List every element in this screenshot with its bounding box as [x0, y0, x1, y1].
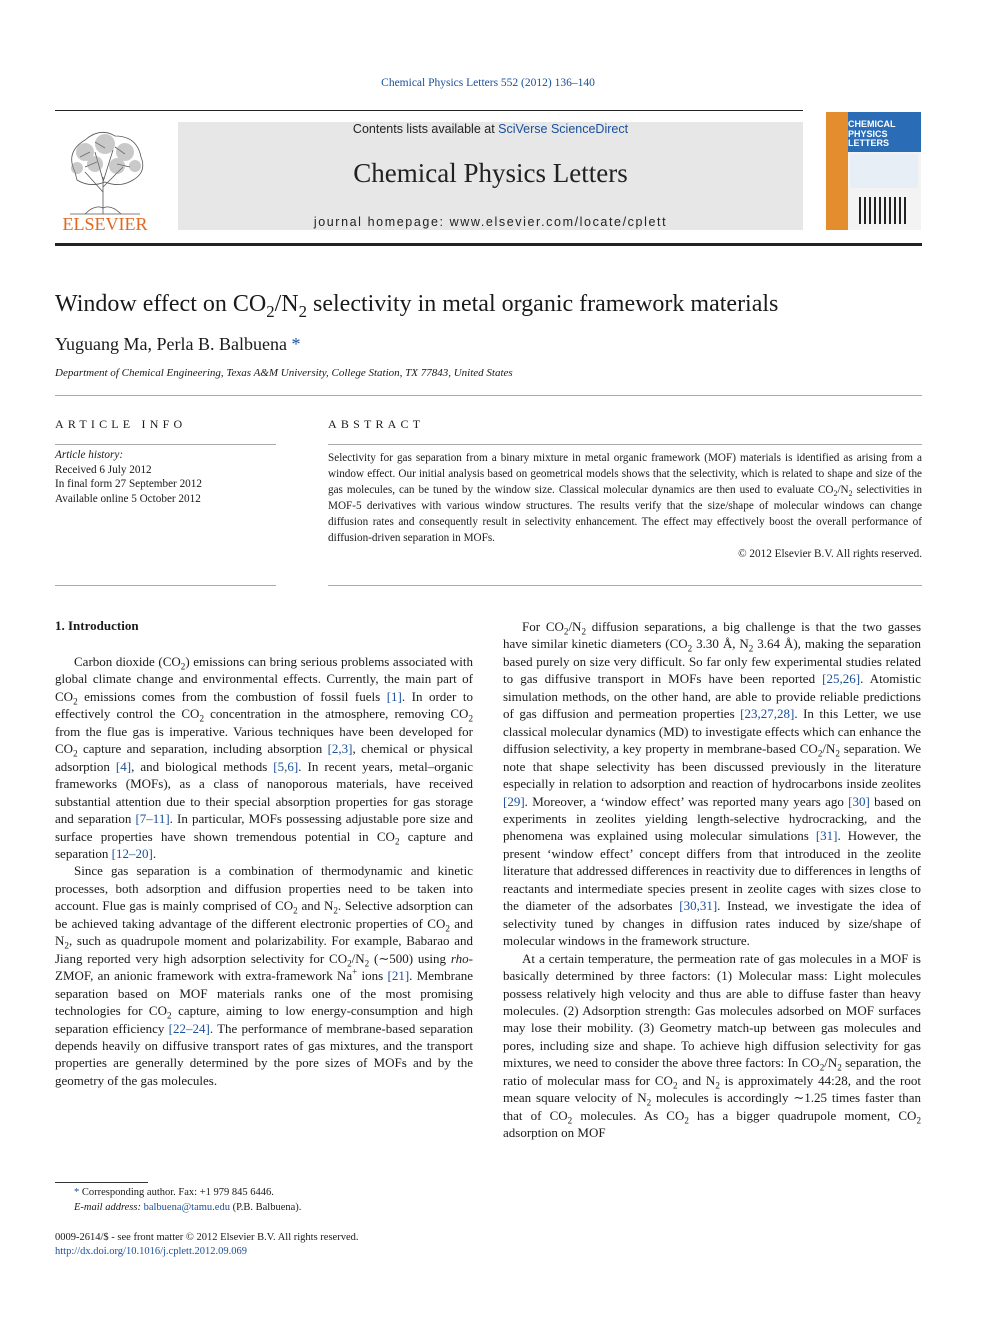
- bottom-info: [55, 1231, 555, 1259]
- article-info-rule: [55, 444, 276, 445]
- journal-homepage[interactable]: journal homepage: www.elsevier.com/locate/cplett: [313, 215, 668, 229]
- corresponding-author-note: * Corresponding author. Fax: +1 979 845 6446.: [74, 1187, 274, 1198]
- footnote-rule: [55, 1182, 148, 1183]
- abstract-rule: [328, 444, 922, 445]
- article-title: Window effect on $CO_2/N_2$ selectivity in metal organic framework materials: [55, 291, 779, 321]
- article-info-bottom-rule: [55, 585, 276, 586]
- body-column-right: For $CO_2/N_2$ diffusion separations, a big challenge is that the two gasses have similar kinetic diameters ($CO_2$ 3.30 Å, $N_2$ 3.64 Å), making the separation based purely on size very difficult. So far only few experimental studies related to gas diffusive transport in MOFs have been reported [25,26]. Atomistic simulation methods, on the other hand, are able to provide reliable predictions of gas diffusion and permeation properties [23,27,28]. In this Letter, we use classical molecular dynamics (MD) to investigate effects which can enhance the diffusion selectivity, a key property in membrane-based $CO_2/N_2$ separation. We note that shape selectivity has been discussed previously in the literature especially in relation to adsorption and reaction of hydrocarbons inside zeolites [29]. Moreover, a ‘window effect’ was reported many years ago [30] based on experiments in zeolites yielding length-selective hydrocracking, and the phenomena was explained using molecular simulations [31]. However, the present ‘window effect’ concept differs from that introduced in the zeolite literature that addressed differences in reactivity due to differences in lengths of reactants and intermediate species present in zeolite cages with sizes close to the diameter of the adsorbates [30,31]. Instead, we investigate the idea of selectivity tuned by changes in diffusion rates induced by size/shape of molecular windows in the framework structure. At a certain temperature, the permeation rate of gas molecules in a MOF is basically determined by three factors: (1) Molecular mass: Light molecules possess relatively high velocity and thus are able to diffuse faster than heavy molecules. (2) Adsorption strength: Gas molecules adsorbed on MOF surfaces may lose their mobility. (3) Geometry match-up between gas molecules and pores, including size and shape. To achieve high diffusion selectivity for gas mixtures, we need to consider the above three factors: In $CO_2/N_2$ separation, the ratio of molecular mass for $CO_2$ and $N_2$ is approximately 44:28, and the root mean square velocity of $N_2$ molecules is accordingly ∼1.25 times faster than that of $CO_2$ molecules. As $CO_2$ has a bigger quadrupole moment, $CO_2$ adsorption on MOF: [503, 619, 922, 1141]
- sciencedirect-link[interactable]: SciVerse ScienceDirect: [498, 122, 629, 136]
- journal-reference[interactable]: Chemical Physics Letters 552 (2012) 136–140: [381, 77, 595, 89]
- contents-line: [178, 122, 803, 136]
- abstract-text: Selectivity for gas separation from a binary mixture in metal organic framework (MOF) materials is identified as arising from a window effect. Our initial analysis based on geometrical models shows that the selectivity, which is related to shape and size of the gas molecules, can be tuned by the window size. Classical molecular dynamics are then used to evaluate $CO_2/N_2$ selectivities in MOF-5 derivatives with various window structures. The results verify that the size/shape of molecular windows can change diffusion rates and consequently result in selectivity enhancement. The effect may effectively boost the overall performance of diffusion-driven separation in MOFs. © 2012 Elsevier B.V. All rights reserved.: [328, 452, 923, 560]
- corresponding-author-mark[interactable]: *: [291, 334, 301, 354]
- top-rule: [55, 110, 803, 111]
- email-note: E-mail address: balbuena@tamu.edu (P.B. Balbuena).: [74, 1202, 302, 1213]
- journal-title: Chemical Physics Letters: [353, 158, 628, 188]
- copyright: © 2012 Elsevier B.V. All rights reserved.: [738, 548, 922, 560]
- abstract-heading: ABSTRACT: [328, 417, 425, 431]
- cover-title: CHEMICAL PHYSICS LETTERS: [848, 119, 896, 148]
- divider: [55, 395, 922, 396]
- header-rule: [55, 243, 922, 246]
- contents-prefix: Contents lists available at: [352, 122, 495, 136]
- journal-banner: [178, 122, 803, 230]
- body-column-left: Carbon dioxide $(CO_2)$ emissions can bring serious problems associated with global climate change and environmental effects. Currently, the main part of $CO_2$ emissions comes from the combustion of fossil fuels [1]. In order to effectively control the $CO_2$ concentration in the atmosphere, removing $CO_2$ from the flue gas is imperative. Various techniques have been developed for $CO_2$ capture and separation, including absorption [2,3], chemical or physical adsorption [4], and biological methods [5,6]. In recent years, metal–organic frameworks (MOFs), as a class of nanoporous materials, have received substantial attention due to their special absorption properties for gas storage and separation [7–11]. In particular, MOFs possessing adjustable pore size and surface properties have shown tremendous potential in $CO_2$ capture and separation [12–20]. Since gas separation is a combination of thermodynamic and kinetic processes, both adsorption and diffusion properties need to be taken into account. Flue gas is mainly comprised of $CO_2$ and $N_2$. Selective adsorption can be achieved taking advantage of the different electronic properties of $CO_2$ and $N_2$, such as quadrupole moment and polarizability. For example, Babarao and Jiang reported very high adsorption selectivity for $CO_2/N_2$ (∼500) using rho-ZMOF, an anionic framework with extra-framework Na+ ions [21]. Membrane separation based on MOF materials ranks one of the most promising technologies for $CO_2$ capture, aiming to low energy-consumption and high separation efficiency [22–24]. The performance of membrane-based separation depends heavily on diffusive transport rates of gas mixtures, and the transport properties are generally determined by the pore sizes of MOFs and by the geometry of the gas molecules.: [55, 654, 474, 1088]
- article-info-heading: ARTICLE INFO: [55, 417, 187, 431]
- section-heading-introduction: 1. Introduction: [55, 618, 139, 633]
- journal-cover: [826, 112, 921, 230]
- cover-graphic-icon: [848, 152, 921, 230]
- footnotes: [55, 1185, 473, 1215]
- elsevier-tree-icon: [55, 122, 155, 232]
- abstract-bottom-rule: [328, 585, 922, 586]
- email-link[interactable]: balbuena@tamu.edu: [143, 1202, 230, 1213]
- doi-link[interactable]: http://dx.doi.org/10.1016/j.cplett.2012.09.069: [55, 1246, 248, 1257]
- authors: Yuguang Ma, Perla B. Balbuena *: [55, 334, 301, 354]
- cover-side-stripe: [826, 112, 848, 230]
- issn-line: 0009-2614/$ - see front matter © 2012 Elsevier B.V. All rights reserved.: [55, 1232, 359, 1243]
- affiliation: Department of Chemical Engineering, Texas A&M University, College Station, TX 77843, United States: [55, 367, 513, 379]
- article-history: Article history: Received 6 July 2012 In final form 27 September 2012 Available online 5 October 2012: [55, 449, 202, 505]
- elsevier-wordmark: ELSEVIER: [62, 214, 148, 232]
- cover-image: [848, 152, 921, 230]
- elsevier-logo: [55, 122, 155, 232]
